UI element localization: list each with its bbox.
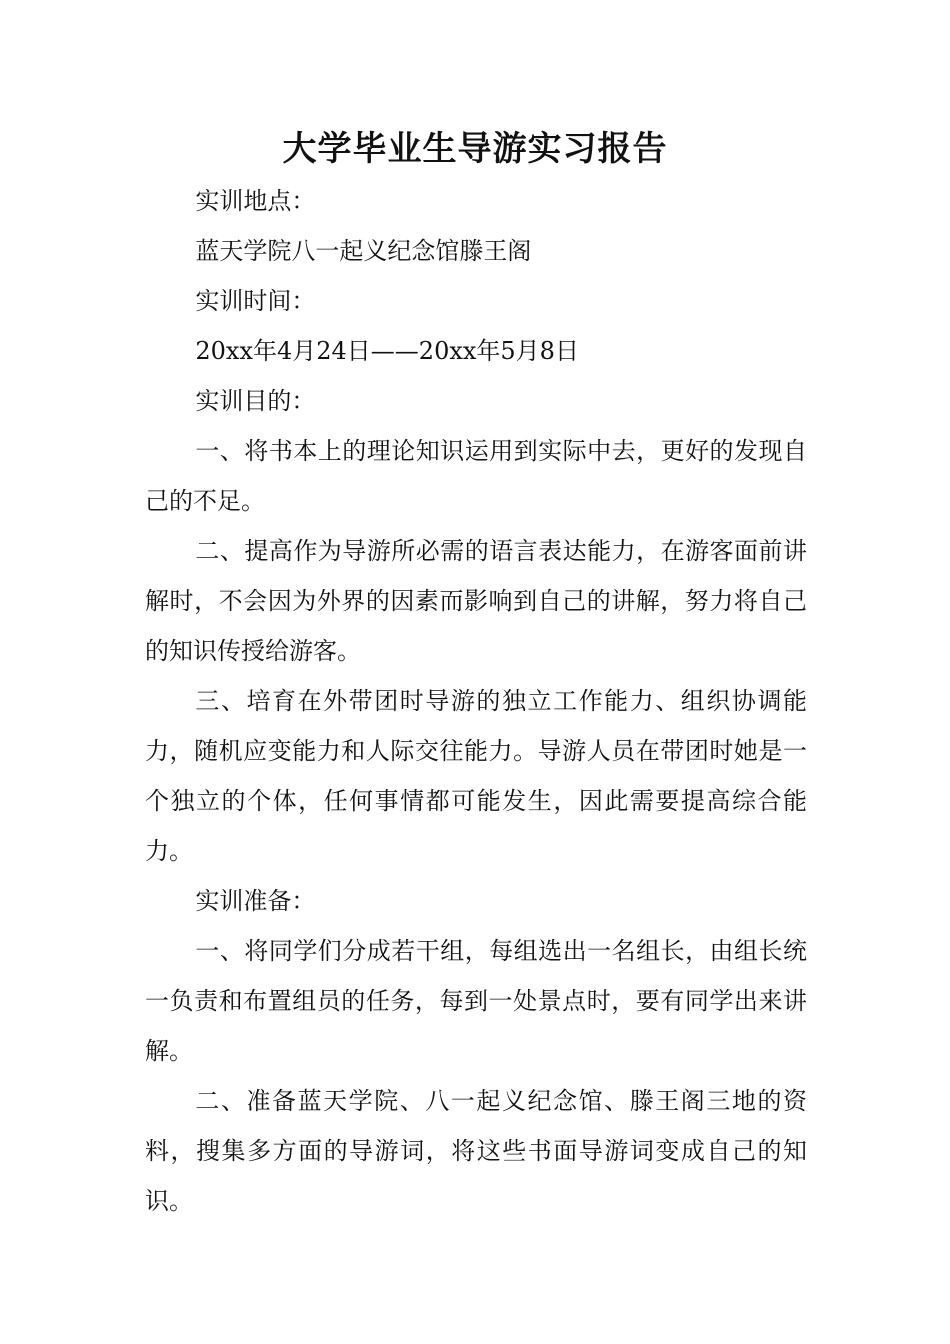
preparation-item-1: 一、将同学们分成若干组，每组选出一名组长，由组长统一负责和布置组员的任务，每到一处景点时，要有同学出来讲解。 bbox=[145, 937, 807, 1065]
training-location-value: 蓝天学院八一起义纪念馆滕王阁 bbox=[195, 237, 532, 265]
training-time-value: 20xx年4月24日——20xx年5月8日 bbox=[195, 337, 579, 365]
document-body bbox=[145, 176, 807, 1226]
training-preparation-label: 实训准备： bbox=[195, 887, 316, 915]
purpose-item-2: 二、提高作为导游所必需的语言表达能力，在游客面前讲解时，不会因为外界的因素而影响到自己的讲解，努力将自己的知识传授给游客。 bbox=[145, 537, 807, 665]
training-time-label: 实训时间： bbox=[195, 287, 316, 315]
training-purpose-label: 实训目的： bbox=[195, 387, 316, 415]
document-title: 大学毕业生导游实习报告 bbox=[282, 129, 668, 169]
preparation-item-2: 二、准备蓝天学院、八一起义纪念馆、滕王阁三地的资料，搜集多方面的导游词，将这些书面导游词变成自己的知识。 bbox=[145, 1087, 807, 1215]
purpose-item-1: 一、将书本上的理论知识运用到实际中去，更好的发现自己的不足。 bbox=[145, 437, 807, 515]
purpose-item-3: 三、培育在外带团时导游的独立工作能力、组织协调能力，随机应变能力和人际交往能力。导游人员在带团时她是一个独立的个体，任何事情都可能发生，因此需要提高综合能力。 bbox=[145, 687, 807, 865]
training-location-label: 实训地点： bbox=[195, 187, 316, 215]
